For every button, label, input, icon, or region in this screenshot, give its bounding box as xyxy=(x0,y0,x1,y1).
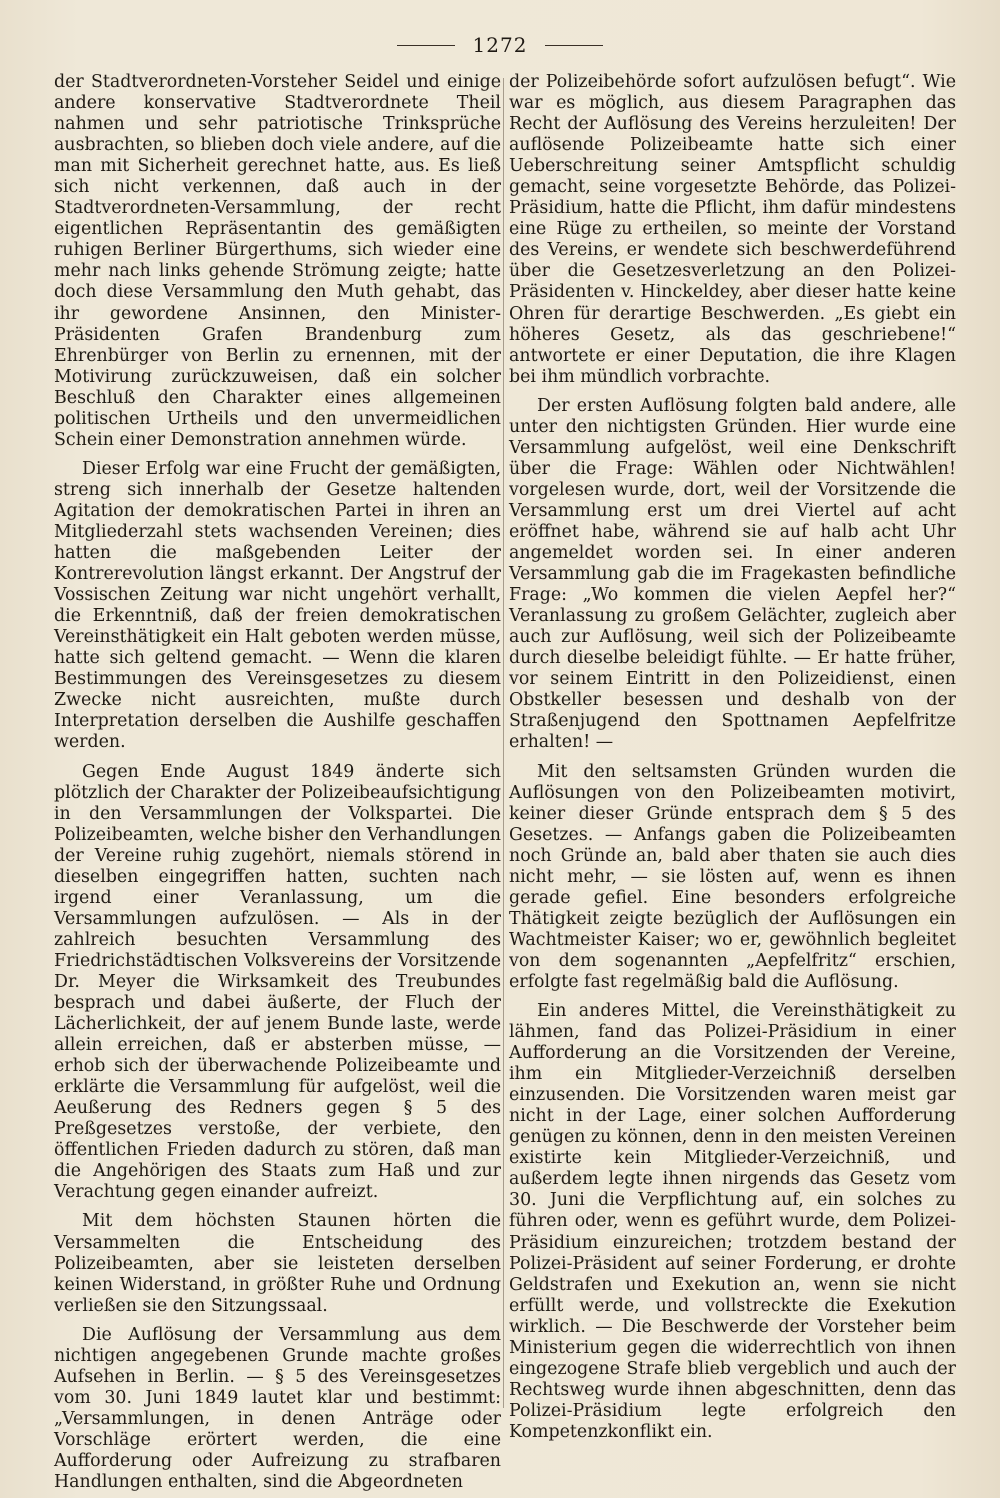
right-paragraph-1: der Polizeibehörde sofort aufzulösen befugt“. Wie war es möglich, aus diesem Paragraphen das Recht der Auflösung des Vereins herzuleiten! Der auflösende Polizeibeamte hatte sich einer Ueberschreitung seiner Amtspflicht schuldig gemacht, seine vorgesetzte Behörde, das Polizei-Präsidium, hatte die Pflicht, ihm dafür mindestens eine Rüge zu ertheilen, so meinte der Vorstand des Vereins, er wendete sich beschwerdeführend über die Gesetzesverletzung an den Polizei-Präsidenten v. Hinckeldey, aber dieser hatte keine Ohren für derartige Beschwerden. „Es giebt ein höheres Gesetz, als das geschriebene!“ antwortete er einer Deputation, die ihre Klagen bei ihm mündlich vorbrachte. xyxy=(509,72,956,387)
right-paragraph-3: Mit den seltsamsten Gründen wurden die Auflösungen von den Polizeibeamten motivirt, keiner dieser Gründe entsprach dem § 5 des Gesetzes. — Anfangs gaben die Polizeibeamten noch Gründe an, bald aber thaten sie auch dies nicht mehr, — sie lösten auf, wenn es ihnen gerade gefiel. Eine besonders erfolgreiche Thätigkeit zeigte bezüglich der Auflösungen ein Wachtmeister Kaiser; wo er, gewöhnlich begleitet von dem sogenannten „Aepfelfritz“ erschien, erfolgte fast regelmäßig bald die Auflösung. xyxy=(509,761,956,992)
header-rule-right xyxy=(545,45,603,46)
right-paragraph-2: Der ersten Auflösung folgten bald andere, alle unter den nichtigsten Gründen. Hier wurde eine Versammlung aufgelöst, weil eine Denkschrift über die Frage: Wählen oder Nichtwählen! vorgelesen wurde, dort, weil der Vorsitzende die Versammlung erst um drei Viertel auf acht eröffnet habe, während sie auf halb acht Uhr angemeldet worden sei. In einer anderen Versammlung gab die im Fragekasten befindliche Frage: „Wo kommen die vielen Aepfel her?“ Veranlassung zu großem Gelächter, zugleich aber auch zur Auflösung, weil sich der Polizeibeamte durch dieselbe beleidigt fühlte. — Er hatte früher, vor seinem Eintritt in den Polizeidienst, einen Obstkeller besessen und deshalb von der Straßenjugend den Spottnamen Aepfelfritze erhalten! — xyxy=(509,395,956,753)
left-paragraph-3: Gegen Ende August 1849 änderte sich plötzlich der Charakter der Polizeibeaufsichtigung in den Versammlungen der Volkspartei. Die Polizeibeamten, welche bisher den Verhandlungen der Vereine ruhig zugehört, niemals störend in dieselben eingegriffen hatten, suchten nach irgend einer Veranlassung, um die Versammlungen aufzulösen. — Als in der zahlreich besuchten Versammlung des Friedrichstädtischen Volksvereins der Vorsitzende Dr. Meyer die Wirksamkeit des Treubundes besprach und dabei äußerte, der Fluch der Lächerlichkeit, der auf jenem Bunde laste, werde allein erreichen, daß er absterben müsse, — erhob sich der überwachende Polizeibeamte und erklärte die Versammlung für aufgelöst, weil die Aeußerung des Redners gegen § 5 des Preßgesetzes verstoße, der verbiete, den öffentlichen Frieden dadurch zu stören, daß man die Angehörigen des Staats zum Haß und zur Verachtung gegen einander aufreizt. xyxy=(54,761,501,1203)
left-paragraph-2: Dieser Erfolg war eine Frucht der gemäßigten, streng sich innerhalb der Gesetze haltenden Agitation der demokratischen Partei in ihren an Mitgliederzahl stets wachsenden Vereinen; dies hatten die maßgebenden Leiter der Kontrerevolution längst erkannt. Der Angstruf der Vossischen Zeitung war nicht ungehört verhallt, die Erkenntniß, daß der freien demokratischen Vereinsthätigkeit ein Halt geboten werden müsse, hatte sich geltend gemacht. — Wenn die klaren Bestimmungen des Vereinsgesetzes zu diesem Zwecke nicht ausreichten, mußte durch Interpretation derselben die Aushilfe geschaffen werden. xyxy=(54,458,501,753)
right-column xyxy=(509,72,956,1443)
header-rule-left xyxy=(397,45,455,46)
right-paragraph-4: Ein anderes Mittel, die Vereinsthätigkeit zu lähmen, fand das Polizei-Präsidium in einer Aufforderung an die Vorsitzenden der Vereine, ihm ein Mitglieder-Verzeichniß derselben einzusenden. Die Vorsitzenden waren meist gar nicht in der Lage, einer solchen Aufforderung genügen zu können, denn in den meisten Vereinen existirte kein Mitglieder-Verzeichniß, und außerdem legte ihnen nirgends das Gesetz vom 30. Juni die Verpflichtung auf, ein solches zu führen oder, wenn es geführt wurde, dem Polizei-Präsidium einzureichen; trotzdem bestand der Polizei-Präsident auf seiner Forderung, er drohte Geldstrafen und Exekution an, wenn sie nicht erfüllt werde, und vollstreckte die Exekution wirklich. — Die Beschwerde der Vorsteher beim Ministerium gegen die widerrechtlich von ihnen eingezogene Strafe blieb vergeblich und auch der Rechtsweg wurde ihnen abgeschnitten, denn das Polizei-Präsidium legte erfolgreich den Kompetenzkonflikt ein. xyxy=(509,1001,957,1442)
page-number: 1272 xyxy=(472,33,528,57)
left-paragraph-4: Mit dem höchsten Staunen hörten die Versammelten die Entscheidung des Polizeibeamten, aber sie leisteten derselben keinen Widerstand, in größter Ruhe und Ordnung verließen sie den Sitzungssaal. xyxy=(54,1211,501,1316)
column-divider xyxy=(503,78,504,1408)
page-header xyxy=(0,30,1000,60)
left-paragraph-1: der Stadtverordneten-Vorsteher Seidel und einige andere konservative Stadtverordnete Theil nahmen und sehr patriotische Trinksprüche ausbrachten, so blieben doch viele andere, auf die man mit Sicherheit gerechnet hatte, aus. Es ließ sich nicht verkennen, daß auch in der Stadtverordneten-Versammlung, der recht eigentlichen Repräsentantin des gemäßigten ruhigen Berliner Bürgerthums, sich wieder eine mehr nach links gehende Strömung zeigte; hatte doch diese Versammlung den Muth gehabt, das ihr gewordene Ansinnen, den Minister-Präsidenten Grafen Brandenburg zum Ehrenbürger von Berlin zu ernennen, mit der Motivirung zurückzuweisen, daß ein solcher Beschluß den Charakter eines allgemeinen politischen Urtheils und den unvermeidlichen Schein einer Demonstration annehmen würde. xyxy=(54,72,501,450)
left-paragraph-5: Die Auflösung der Versammlung aus dem nichtigen angegebenen Grunde machte großes Aufsehen in Berlin. — § 5 des Vereinsgesetzes vom 30. Juni 1849 lautet klar und bestimmt: „Versammlungen, in denen Anträge oder Vorschläge erörtert werden, die eine Aufforderung oder Aufreizung zu strafbaren Handlungen enthalten, sind die Abgeordneten xyxy=(54,1324,501,1493)
left-column xyxy=(54,72,501,1493)
